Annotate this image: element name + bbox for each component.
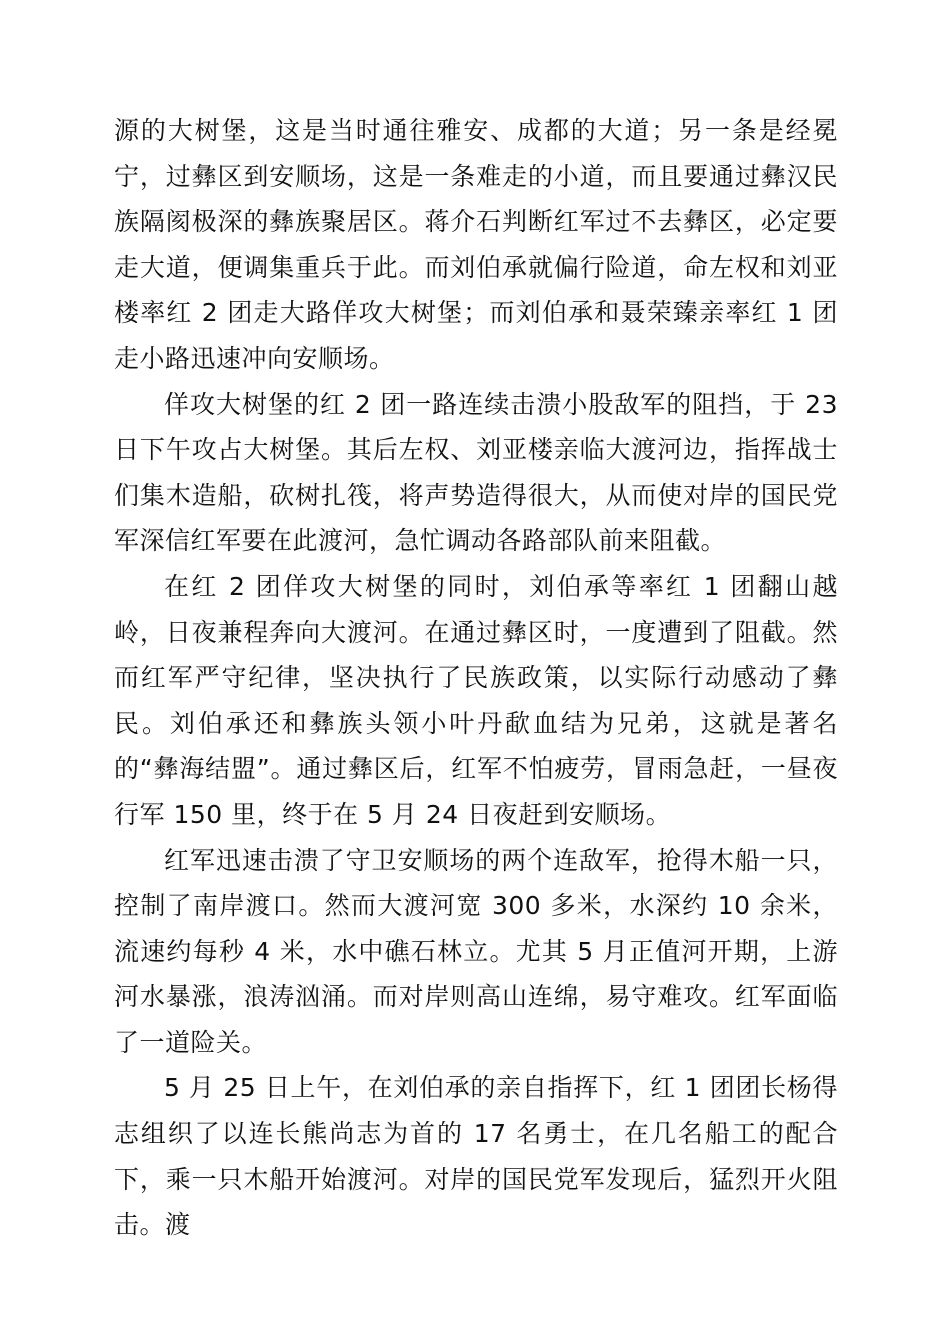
paragraph-2: 佯攻大树堡的红 2 团一路连续击溃小股敌军的阻挡，于 23 日下午攻占大树堡。其后左权、刘亚楼亲临大渡河边，指挥战士们集木造船，砍树扎筏，将声势造得很大，从而使对岸的国民党军深信红军要在此渡河，急忙调动各路部队前来阻截。 (114, 389, 838, 556)
paragraph-1: 源的大树堡，这是当时通往雅安、成都的大道；另一条是经冕宁，过彝区到安顺场，这是一条难走的小道，而且要通过彝汉民族隔阂极深的彝族聚居区。蒋介石判断红军过不去彝区，必定要走大道，便调集重兵于此。而刘伯承就偏行险道，命左权和刘亚楼率红 2 团走大路佯攻大树堡；而刘伯承和聂荣臻亲率红 1 团走小路迅速冲向安顺场。 (114, 116, 838, 373)
paragraph-3: 在红 2 团佯攻大树堡的同时，刘伯承等率红 1 团翻山越岭，日夜兼程奔向大渡河。在通过彝区时，一度遭到了阻截。然而红军严守纪律，坚决执行了民族政策，以实际行动感动了彝民。刘伯承还和彝族头领小叶丹歃血结为兄弟，这就是著名的“彝海结盟”。通过彝区后，红军不怕疲劳，冒雨急赶，一昼夜行军 150 里，终于在 5 月 24 日夜赶到安顺场。 (114, 571, 838, 829)
paragraph-5: 5 月 25 日上午，在刘伯承的亲自指挥下，红 1 团团长杨得志组织了以连长熊尚志为首的 17 名勇士，在几名船工的配合下，乘一只木船开始渡河。对岸的国民党军发现后，猛烈开火阻击。渡 (114, 1073, 838, 1240)
paragraph-4: 红军迅速击溃了守卫安顺场的两个连敌军，抢得木船一只，控制了南岸渡口。然而大渡河宽 300 多米，水深约 10 余米，流速约每秒 4 米，水中礁石林立。尤其 5 月正值河开期，上游河水暴涨，浪涛汹涌。而对岸则高山连绵，易守难攻。红军面临了一道险关。 (114, 845, 838, 1057)
document-page (114, 108, 838, 1248)
